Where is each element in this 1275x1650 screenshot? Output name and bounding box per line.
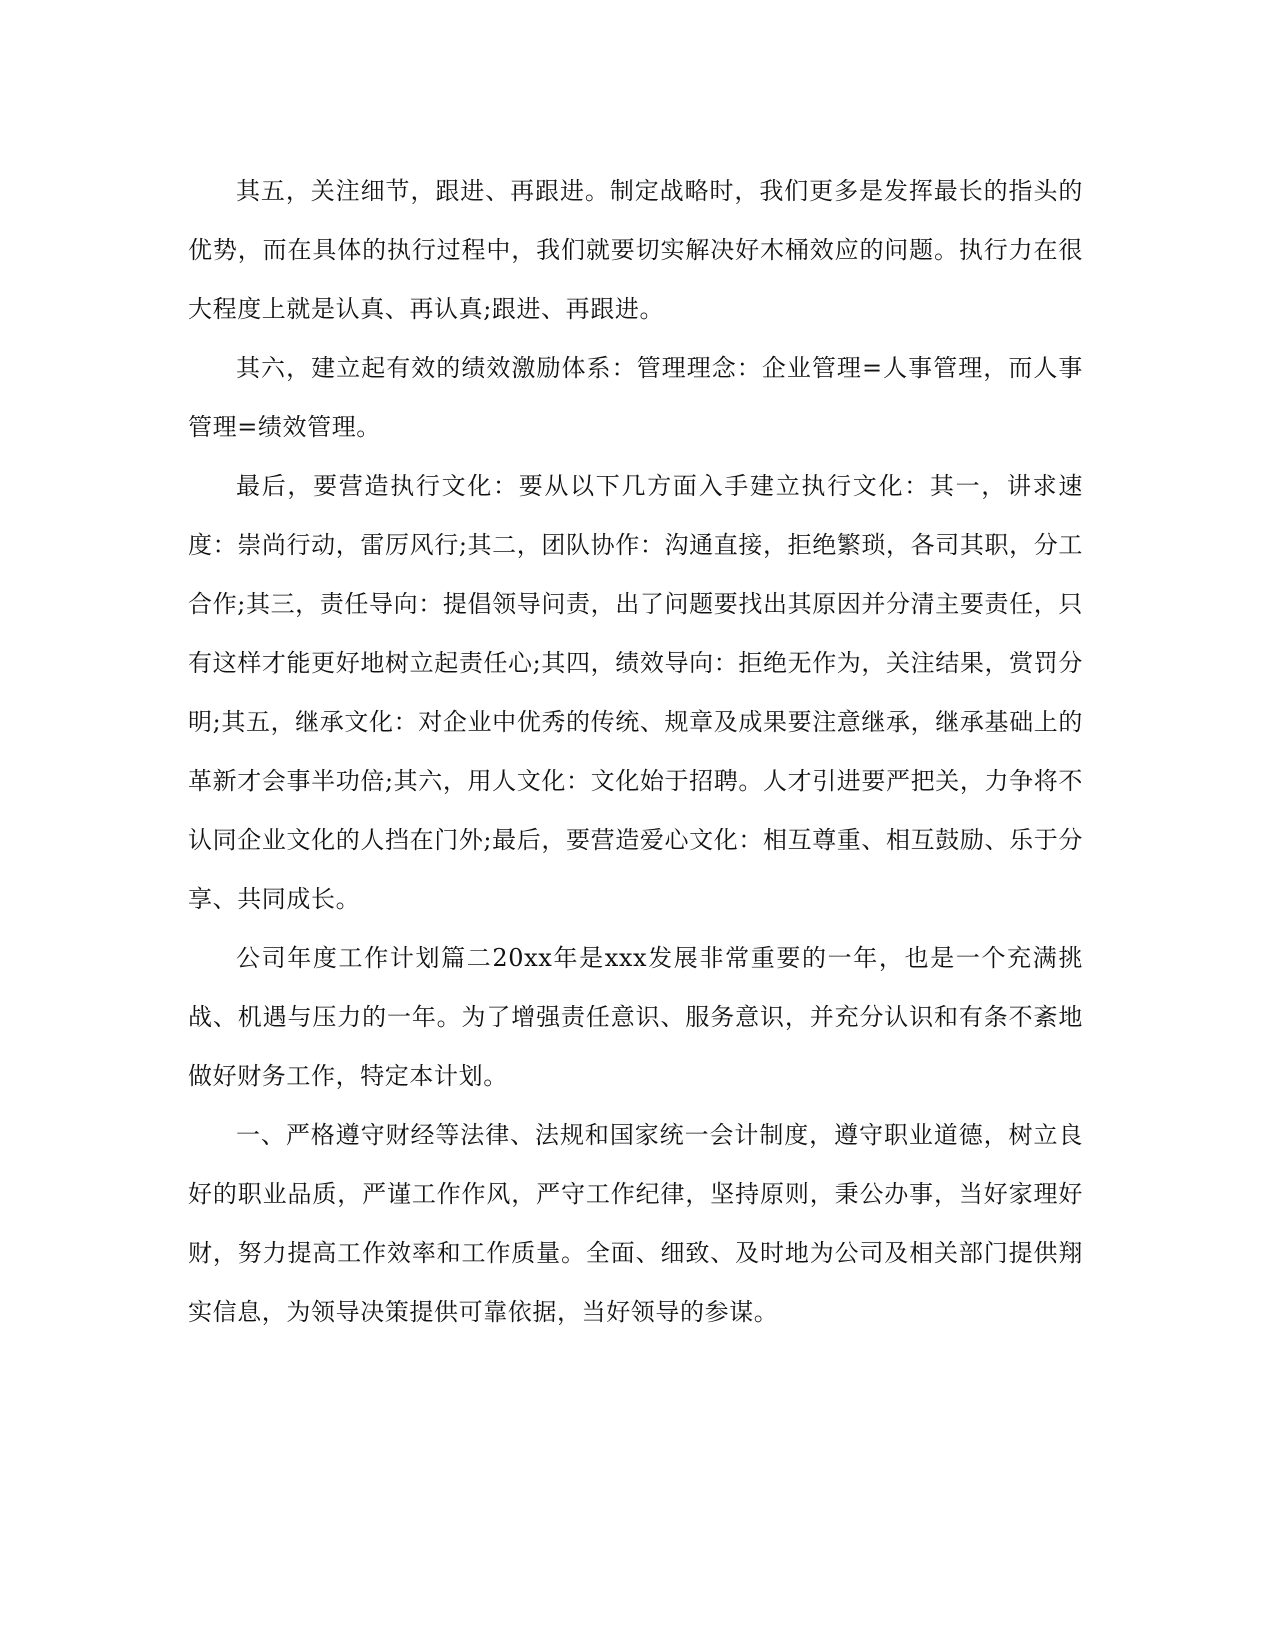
paragraph-5: 一、严格遵守财经等法律、法规和国家统一会计制度，遵守职业道德，树立良好的职业品质，严谨工作作风，严守工作纪律，坚持原则，秉公办事，当好家理好财，努力提高工作效率和工作质量。全面、细致、及时地为公司及相关部门提供翔实信息，为领导决策提供可靠依据，当好领导的参谋。 xyxy=(188,1121,1083,1326)
paragraph-2: 其六，建立起有效的绩效激励体系：管理理念：企业管理=人事管理，而人事管理=绩效管理。 xyxy=(188,354,1083,441)
paragraph-1: 其五，关注细节，跟进、再跟进。制定战略时，我们更多是发挥最长的指头的优势，而在具体的执行过程中，我们就要切实解决好木桶效应的问题。执行力在很大程度上就是认真、再认真;跟进、再跟进。 xyxy=(188,177,1083,323)
paragraph-4: 公司年度工作计划篇二20xx年是xxx发展非常重要的一年，也是一个充满挑战、机遇与压力的一年。为了增强责任意识、服务意识，并充分认识和有条不紊地做好财务工作，特定本计划。 xyxy=(188,944,1083,1090)
document-body xyxy=(188,162,1083,1342)
paragraph-3: 最后，要营造执行文化：要从以下几方面入手建立执行文化：其一，讲求速度：崇尚行动，雷厉风行;其二，团队协作：沟通直接，拒绝繁琐，各司其职，分工合作;其三，责任导向：提倡领导问责，出了问题要找出其原因并分清主要责任，只有这样才能更好地树立起责任心;其四，绩效导向：拒绝无作为，关注结果，赏罚分明;其五，继承文化：对企业中优秀的传统、规章及成果要注意继承，继承基础上的革新才会事半功倍;其六，用人文化：文化始于招聘。人才引进要严把关，力争将不认同企业文化的人挡在门外;最后，要营造爱心文化：相互尊重、相互鼓励、乐于分享、共同成长。 xyxy=(188,472,1083,913)
